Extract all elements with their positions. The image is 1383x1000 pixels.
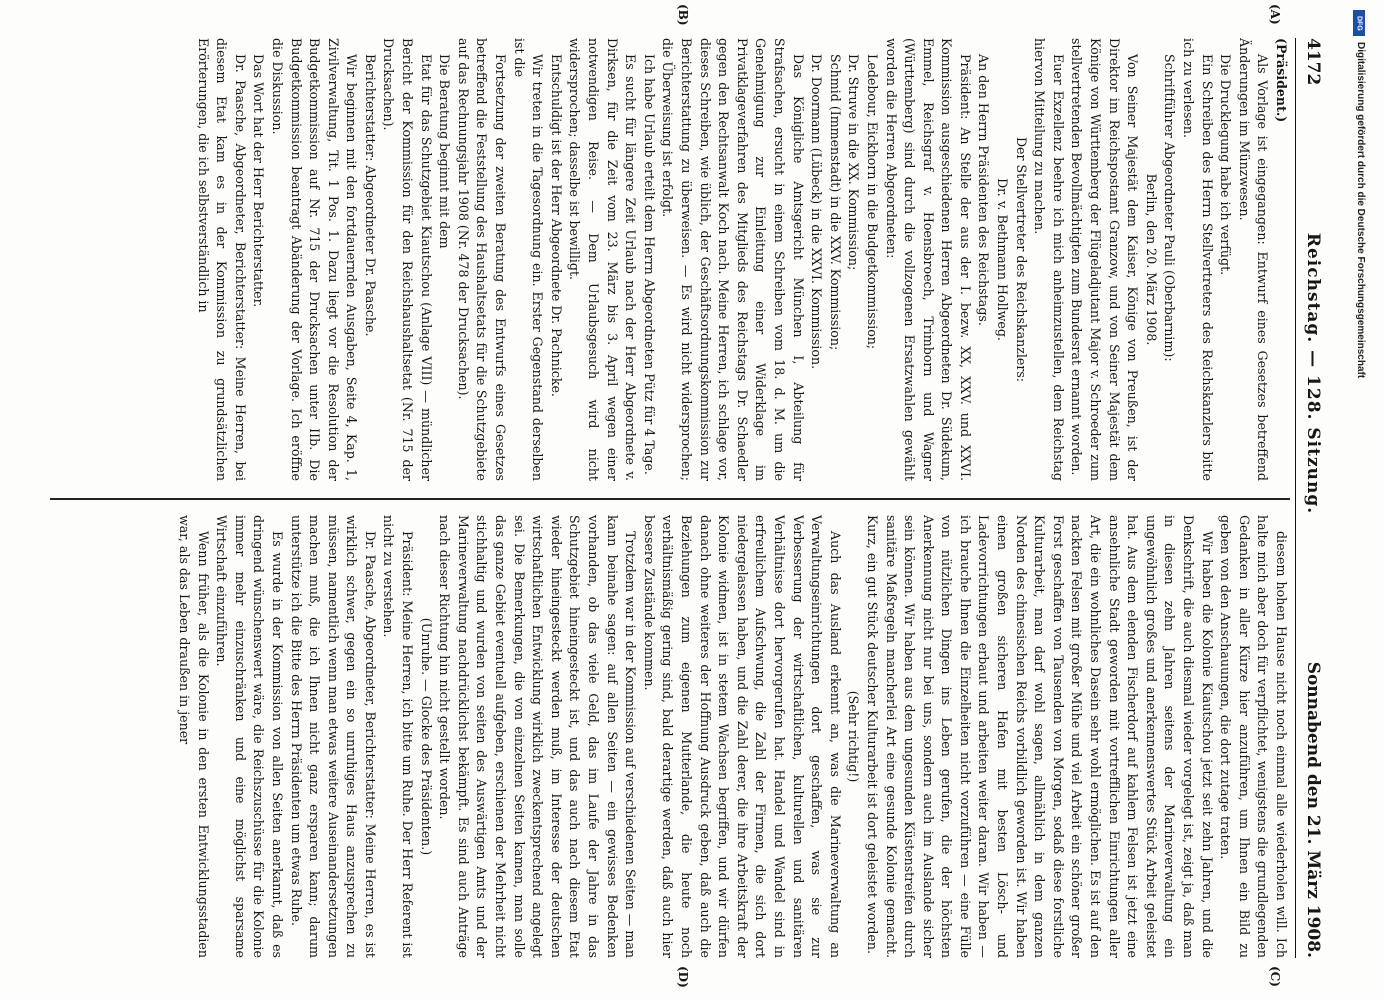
text-columns — [50, 4, 1290, 988]
session-date: Sonnabend den 21. März 1908. — [1303, 661, 1323, 958]
dfg-logo: DFG — [1353, 10, 1365, 36]
paragraph: Die Drucklegung habe ich verfügt. — [1218, 54, 1234, 276]
paragraph: Wenn früher, als die Kolonie in den ersten Entwicklungsstadien war, als das Leben draußen in jener — [176, 515, 211, 958]
paragraph: Das Königliche Amtsgericht München I, Abteilung für Strafsachen, ersucht in einem Schreiben vom 18. d. M. um die Genehmigung zur Einleitung einer Widerklage im Privatklageverfahren des Mitglieds des Reichstags Dr. Schaedler gegen den Rechtsanwalt Koch nach. Meine Herren, ich schlage vor, dieses Schreiben, wie üblich, der Geschäftsordnungskommission zur Berichterstattung zu überweisen. — Es wird nicht widersprochen; die Überweisung ist erfolgt. — [660, 38, 806, 481]
page-header — [1295, 38, 1330, 958]
paragraph: (Unruhe. — Glocke des Präsidenten.) — [418, 617, 434, 856]
margin-marker-c: (C) — [1268, 966, 1282, 987]
paragraph: Schmid (Immenstadt) in die XXV. Kommission; — [827, 54, 843, 351]
paragraph: Ein Schreiben des Herrn Stellvertreters des Reichskanzlers bitte ich zu verlesen. — [1181, 38, 1215, 481]
paragraph: (Präsident.) — [1274, 38, 1289, 123]
paragraph: Etat für das Schutzgebiet Kiautschou (Anlage VIII) — mündlicher Bericht der Kommission für den Reichshaushaltsetat (Nr. 715 der Drucksachen). — [381, 38, 434, 481]
paragraph: Dr. Paasche, Abgeordneter, Berichterstatter: Meine Herren, es ist wirklich schwer, gegen ein so unruhiges Haus anzusprechen zu müssen, namentlich wenn man etwas weitere Auseinandersetzungen machen muß, die ich Ihnen nicht ganz ersparen kann; darum unterstütze ich die Bitte des Herrn Präsidenten um etwas Ruhe. — [288, 515, 378, 958]
margin-marker-b: (B) — [676, 4, 690, 26]
paragraph: Präsident: An Stelle der aus der I. bezw. XX, XXV. und XXVI. Kommission ausgeschiedenen Herren Abgeordneten Dr. Südekum, Emmel, Reichsgraf v. Hoensbroech, Trimborn und Wagner (Württemberg) sind durch die vollzogenen Ersatzwahlen gewählt worden die Herren Abgeordneten: — [883, 38, 973, 481]
credit-text: Digitalisierung gefördert durch die Deutsche Forschungsgemeinschaft — [1355, 42, 1366, 379]
paragraph: Präsident: Meine Herren, ich bitte um Ruhe. Der Herr Referent ist nicht zu verstehen. — [381, 515, 416, 958]
paragraph: Trotzdem war in der Kommission auf verschiedenen Seiten — man kann beinahe sagen: auf allen Seiten — ein gewisses Bedenken vorhanden, ob das viele Geld, das im Laufe der Jahre in das Schutzgebiet hineingesteckt ist, und das auch nach diesem Etat wieder hineingesteckt werden muß, im Interesse der deutschen wirtschaftlichen Entwicklung wirklich zweckentsprechend angelegt sei. Die Bemerkungen, die von einzelnen Seiten kamen, man solle das ganze Gebiet eventuell aufgeben, erschienen der Mehrheit nicht stichhaltig und wurden von seiten des Auswärtigen Amts und der Marineverwaltung nachdrücklichst bekämpft. Es sind auch Anträge nach dieser Richtung hin nicht gestellt worden. — [437, 515, 639, 958]
paragraph: Fortsetzung der zweiten Beratung des Entwurfs eines Gesetzes betreffend die Feststellung des Haushaltsetats für die Schutzgebiete auf das Rechnungsjahr 1908 (Nr. 478 der Drucksachen). — [455, 38, 509, 481]
paragraph: An den Herrn Präsidenten des Reichstags. — [976, 54, 992, 326]
right-column — [50, 515, 1290, 958]
paragraph: Die Beratung beginnt mit dem — [437, 54, 453, 249]
paragraph: Dr. Paasche, Abgeordneter, Berichterstatter: Meine Herren, bei diesem Etat kam es in der Kommission zu grundsätzlichen Erörterungen, die ich selbstverständlich in — [195, 38, 248, 481]
digitization-credit — [1340, 8, 1380, 993]
paragraph: (Sehr richtig!) — [846, 690, 862, 783]
paragraph: Es wurde in der Kommission von allen Seiten anerkannt, daß es dringend wünschenswert wäre, die Reichszuschüsse für die Kolonie immer mehr einzuschränken und eine möglichst sparsame Wirtschaft einzuführen. — [214, 515, 285, 958]
paragraph: Auch das Ausland erkennt an, was die Marineverwaltung an Verwaltungseinrichtungen dort geschaffen, was sie zur Verbesserung der wirtschaftlichen, kulturellen und sanitären Verhältnisse dort hervorgerufen hat. Handel und Wandel sind in erfreulichem Aufschwung, die Zahl der Firmen, die sich dort niedergelassen haben, und die Zahl derer, die ihre Arbeitskraft der Kolonie widmen, ist in stetem Wachsen begriffen, und wir dürfen danach ohne weiteres der Hoffnung Ausdruck geben, daß auch die Beziehungen zum eigenen Mutterlande, die heute noch verhältnismäßig gering sind, bald derartige werden, daß auch hier bessere Zustände kommen. — [641, 515, 843, 958]
margin-marker-d: (D) — [676, 966, 690, 988]
paragraph: Dr. Struve in die XX. Kommission; — [846, 54, 862, 271]
paragraph: Der Stellvertreter des Reichskanzlers: — [1013, 136, 1029, 383]
margin-marker-a: (A) — [1268, 4, 1282, 25]
rotated-page-content — [50, 4, 1330, 988]
paragraph: Euer Exzellenz beehre ich mich anheimzustellen, dem Reichstag hiervon Mitteilung zu machen. — [1032, 38, 1066, 481]
paragraph: Dr. v. Bethmann Hollweg. — [995, 178, 1011, 341]
paragraph: Wir treten in die Tagesordnung ein. Erster Gegenstand derselben ist die — [511, 38, 546, 481]
paragraph: Berlin, den 20. März 1908. — [1143, 173, 1159, 346]
paragraph: Berichterstatter: Abgeordneter Dr. Paasche. — [362, 54, 378, 337]
session-title: Reichstag. — 128. Sitzung. — [1303, 232, 1323, 515]
paragraph: Wir beginnen mit den fortdauernden Ausgaben, Seite 4, Kap. 1, Zivilverwaltung, Tit. 1 Pos. 1. Dazu liegt vor die Resolution der Budgetkommission auf Nr. 715 der Drucksachen unter IIb. Die Budgetkommission beantragt Abänderung der Vorlage. Ich eröffne die Diskussion. — [269, 38, 360, 481]
left-column — [50, 38, 1290, 481]
paragraph: Es sucht für längere Zeit Urlaub nach der Herr Abgeordnete v. Dirksen, für die Zeit vom 23. März bis 3. April wegen einer notwendigen Reise. — Dem Urlaubsgesuch wird nicht widersprochen; dasselbe ist bewilligt. — [567, 38, 639, 481]
paragraph: Dr. Doormann (Lübeck) in die XXVI. Kommission. — [809, 54, 825, 370]
paragraph: diesem hohen Hause nicht noch einmal alle wiederholen will. Ich halte mich aber doch für verpflichtet, wenigstens die grundlegenden Gedanken in aller Kürze hier anzuführen, um Ihnen ein Bild zu geben von den Anschauungen, die dort zutage traten. — [1218, 515, 1289, 958]
paragraph: Ich habe Urlaub erteilt dem Herrn Abgeordneten Pütz für 4 Tage. — [641, 54, 657, 475]
paragraph: Wir haben die Kolonie Kiautschou jetzt seit zehn Jahren, und die Denkschrift, die auch diesmal wieder vorgelegt ist, zeigt ja, daß man in diesen zehn Jahren seitens der Marineverwaltung ein ungewöhnlich großes und anerkennenswertes Stück Arbeit geleistet hat. Aus dem elenden Fischerdorf auf kahlem Felsen ist jetzt eine ansehnliche Stadt geworden mit vortrefflichen Einrichtungen aller Art, die ein wohnliches Dasein sehr wohl ermöglichen. Es ist auf den nackten Felsen mit großer Mühe und viel Arbeit ein schöner großer Forst geschaffen von Tausenden von Morgen, sodaß diese forstliche Kulturarbeit, man darf wohl sagen, allmählich in dem ganzen Norden des chinesischen Reichs vorbildlich geworden ist. Wir haben einen großen sicheren Hafen mit besten Lösch- und Ladevorrichtungen erbaut und arbeiten weiter daran. Wir haben — ich brauche Ihnen die Einzelheiten nicht vorzuführen — eine Fülle von nützlichen Dingen ins Leben gerufen, die der höchsten Anerkennung nicht nur bei uns, sondern auch im Auslande sicher sein können. Wir haben aus dem ungesunden Küstenstreifen durch sanitäre Maßregeln mancherlei Art eine gesunde Kolonie gemacht. Kurz, ein gut Stück deutscher Kulturarbeit ist dort geleistet worden. — [864, 515, 1215, 958]
paragraph: Ledebour, Eickhorn in die Budgetkommission; — [864, 54, 880, 350]
paragraph: Schriftführer Abgeordneter Pauli (Oberbarnim): — [1162, 54, 1178, 362]
page-number: 4172 — [1303, 38, 1323, 86]
paragraph: Das Wort hat der Herr Berichterstatter. — [251, 54, 267, 308]
paragraph: Von Seiner Majestät dem Kaiser, Könige von Preußen, ist der Direktor im Reichspostamt Granzow, und von Seiner Majestät dem Könige von Württemberg der Flügeladjutant Major v. Schroeder zum stellvertretenden Bevollmächtigten zum Bundesrat ernannt worden. — [1069, 38, 1141, 481]
paragraph: Entschuldigt ist der Herr Abgeordnete Dr. Pachnicke. — [548, 54, 564, 397]
paragraph: Als Vorlage ist eingegangen: Entwurf eines Gesetzes betreffend Änderungen im Münzwesen. — [1236, 38, 1271, 481]
column-divider — [50, 498, 1290, 500]
